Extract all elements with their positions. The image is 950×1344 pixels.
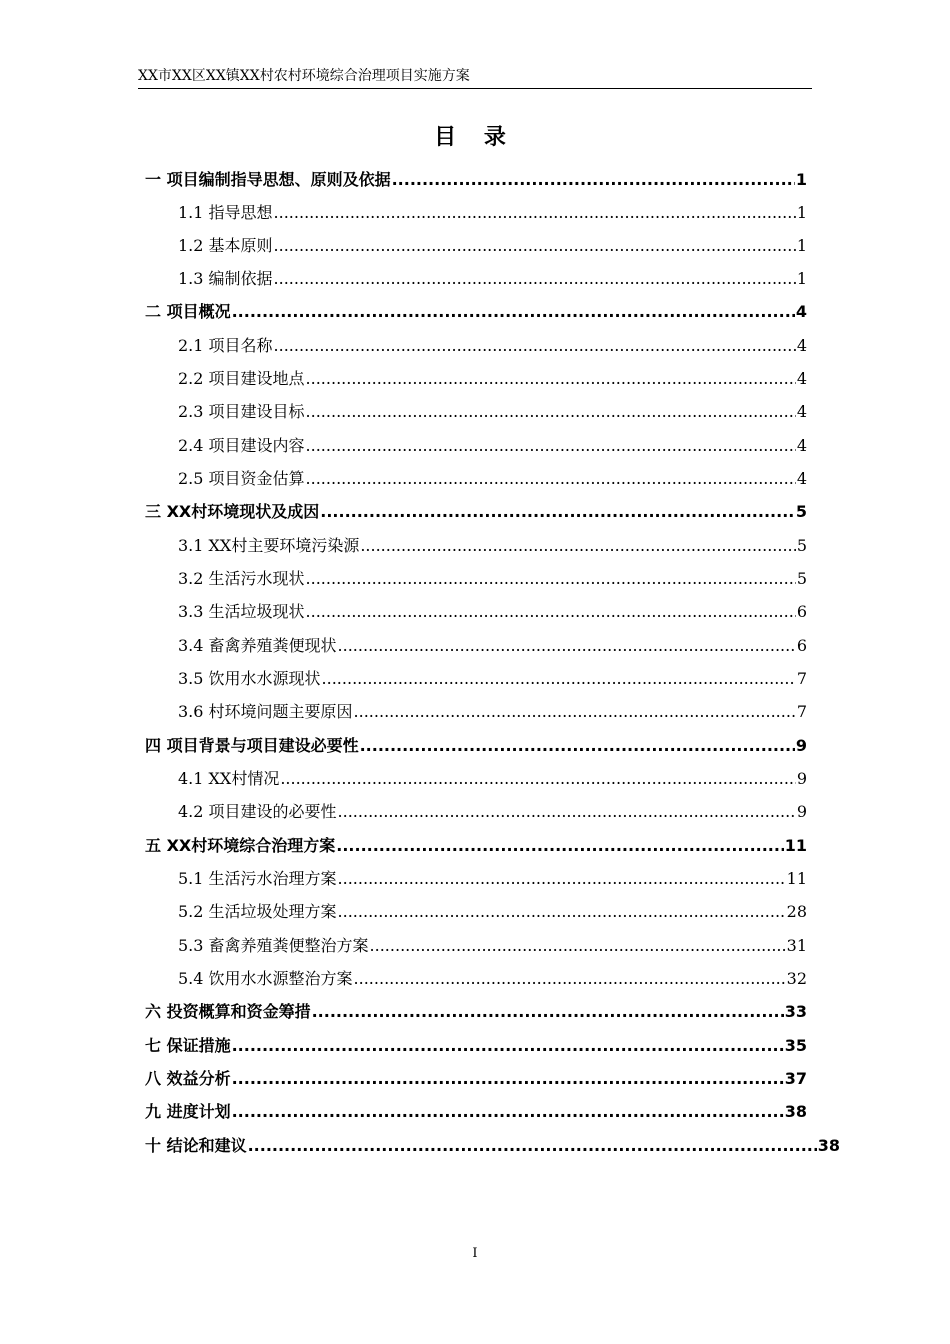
toc-entry-label: 四 项目背景与项目建设必要性: [145, 736, 359, 755]
toc-leader-dots: [274, 268, 796, 290]
toc-leader-dots: [248, 1135, 817, 1157]
toc-entry-level2[interactable]: [178, 557, 807, 590]
toc-entry-page: 7: [796, 702, 807, 721]
toc-entry-page: 37: [784, 1069, 807, 1088]
toc-entry-label: 八 效益分析: [145, 1069, 231, 1088]
toc-entry-page: 7: [796, 669, 807, 688]
toc-leader-dots: [306, 401, 796, 423]
toc-entry-page: 38: [784, 1102, 807, 1121]
toc-leader-dots: [338, 901, 786, 923]
toc-entry-level2[interactable]: [178, 424, 807, 457]
toc-entry-label: 1.1 指导思想: [178, 203, 273, 222]
toc-leader-dots: [338, 635, 796, 657]
toc-entry-level1[interactable]: [145, 290, 807, 323]
toc-entry-level1[interactable]: [145, 724, 807, 757]
toc-leader-dots: [360, 735, 795, 757]
toc-entry-page: 11: [784, 836, 807, 855]
toc-entry-page: 28: [786, 902, 807, 921]
toc-entry-level1[interactable]: [145, 158, 807, 191]
toc-entry-page: 9: [796, 802, 807, 821]
toc-entry-label: 十 结论和建议: [145, 1136, 247, 1155]
toc-entry-page: 5: [795, 502, 807, 521]
toc-leader-dots: [354, 701, 796, 723]
toc-leader-dots: [274, 202, 796, 224]
toc-entry-level2[interactable]: [178, 257, 807, 290]
toc-entry-label: 1.3 编制依据: [178, 269, 273, 288]
toc-entry-label: 3.2 生活污水现状: [178, 569, 305, 588]
toc-entry-label: 五 XX村环境综合治理方案: [145, 836, 336, 855]
toc-entry-page: 1: [795, 170, 807, 189]
toc-leader-dots: [274, 335, 796, 357]
toc-leader-dots: [336, 835, 783, 857]
toc-entry-page: 4: [796, 336, 807, 355]
toc-entry-page: 11: [786, 869, 807, 888]
toc-entry-label: 2.3 项目建设目标: [178, 402, 305, 421]
toc-entry-level2[interactable]: [178, 390, 807, 423]
toc-entry-label: 六 投资概算和资金筹措: [145, 1002, 311, 1021]
toc-entry-label: 3.1 XX村主要环境污染源: [178, 536, 360, 555]
toc-entry-page: 4: [795, 302, 807, 321]
toc-entry-level2[interactable]: [178, 357, 807, 390]
page-footer: [0, 1246, 950, 1261]
toc-entry-label: 二 项目概况: [145, 302, 231, 321]
toc-entry-level2[interactable]: [178, 857, 807, 890]
toc-entry-page: 4: [796, 436, 807, 455]
toc-entry-page: 5: [796, 569, 807, 588]
toc-entry-page: 38: [817, 1136, 840, 1155]
toc-leader-dots: [338, 801, 796, 823]
toc-entry-level1[interactable]: [145, 1090, 807, 1123]
toc-entry-level2[interactable]: [178, 191, 807, 224]
toc-entry-label: 5.1 生活污水治理方案: [178, 869, 337, 888]
footer-page-number: I: [472, 1246, 478, 1261]
toc-leader-dots: [320, 501, 795, 523]
toc-entry-level2[interactable]: [178, 590, 807, 623]
toc-entry-level2[interactable]: [178, 757, 807, 790]
toc-entry-label: 七 保证措施: [145, 1036, 231, 1055]
toc-leader-dots: [232, 301, 795, 323]
toc-entry-page: 6: [796, 636, 807, 655]
toc-entry-level1[interactable]: [145, 1057, 807, 1090]
toc-entry-level2[interactable]: [178, 624, 807, 657]
toc-entry-level2[interactable]: [178, 890, 807, 923]
toc-entry-label: 3.5 饮用水水源现状: [178, 669, 321, 688]
toc-leader-dots: [392, 169, 795, 191]
toc-leader-dots: [232, 1035, 784, 1057]
toc-leader-dots: [338, 868, 786, 890]
toc-leader-dots: [306, 468, 796, 490]
toc-leader-dots: [354, 968, 786, 990]
toc-entry-label: 九 进度计划: [145, 1102, 231, 1121]
toc-entry-level1[interactable]: [145, 1124, 840, 1157]
toc-entry-level2[interactable]: [178, 957, 807, 990]
toc-entry-page: 1: [796, 203, 807, 222]
toc-entry-page: 5: [796, 536, 807, 555]
toc-entry-label: 3.3 生活垃圾现状: [178, 602, 305, 621]
toc-entry-level2[interactable]: [178, 924, 807, 957]
toc-entry-page: 4: [796, 469, 807, 488]
toc-entry-page: 4: [796, 402, 807, 421]
toc-entry-level2[interactable]: [178, 324, 807, 357]
toc-leader-dots: [360, 535, 795, 557]
toc-entry-label: 5.3 畜禽养殖粪便整治方案: [178, 936, 369, 955]
toc-entry-page: 1: [796, 236, 807, 255]
toc-entry-label: 4.2 项目建设的必要性: [178, 802, 337, 821]
toc-entry-level2[interactable]: [178, 657, 807, 690]
toc-entry-label: 3.4 畜禽养殖粪便现状: [178, 636, 337, 655]
toc-entry-label: 5.2 生活垃圾处理方案: [178, 902, 337, 921]
running-header-text: XX市XX区XX镇XX村农村环境综合治理项目实施方案: [138, 68, 470, 84]
toc-entry-page: 4: [796, 369, 807, 388]
toc-entry-level2[interactable]: [178, 790, 807, 823]
toc-leader-dots: [322, 668, 796, 690]
toc-entry-level1[interactable]: [145, 1024, 807, 1057]
toc-entry-page: 1: [796, 269, 807, 288]
toc-entry-level1[interactable]: [145, 990, 807, 1023]
toc-entry-page: 9: [795, 736, 807, 755]
toc-entry-label: 2.4 项目建设内容: [178, 436, 305, 455]
toc-title: 目 录: [434, 125, 516, 150]
toc-entry-level2[interactable]: [178, 690, 807, 723]
toc-entry-label: 一 项目编制指导思想、原则及依据: [145, 170, 391, 189]
toc-leader-dots: [370, 935, 786, 957]
toc-entry-page: 9: [796, 769, 807, 788]
toc-entry-level2[interactable]: [178, 457, 807, 490]
toc-entry-level2[interactable]: [178, 524, 807, 557]
toc-leader-dots: [306, 568, 796, 590]
toc-entry-page: 33: [784, 1002, 807, 1021]
toc-entry-level2[interactable]: [178, 224, 807, 257]
toc-entry-label: 4.1 XX村情况: [178, 769, 280, 788]
toc-entry-page: 31: [786, 936, 807, 955]
toc-entry-label: 1.2 基本原则: [178, 236, 273, 255]
toc-entry-label: 2.2 项目建设地点: [178, 369, 305, 388]
toc-leader-dots: [312, 1001, 784, 1023]
toc-leader-dots: [232, 1101, 784, 1123]
toc-entry-label: 2.1 项目名称: [178, 336, 273, 355]
toc-leader-dots: [274, 235, 796, 257]
toc-entry-label: 2.5 项目资金估算: [178, 469, 305, 488]
toc-entry-page: 35: [784, 1036, 807, 1055]
toc-entry-page: 6: [796, 602, 807, 621]
toc-entry-level1[interactable]: [145, 490, 807, 523]
toc-leader-dots: [306, 368, 796, 390]
toc-leader-dots: [306, 601, 796, 623]
toc-entry-label: 三 XX村环境现状及成因: [145, 502, 320, 521]
toc-leader-dots: [232, 1068, 784, 1090]
toc-leader-dots: [280, 768, 795, 790]
toc-entry-label: 3.6 村环境问题主要原因: [178, 702, 353, 721]
toc-entry-label: 5.4 饮用水水源整治方案: [178, 969, 353, 988]
toc-leader-dots: [306, 435, 796, 457]
running-header: [138, 66, 812, 89]
toc-entry-level1[interactable]: [145, 824, 807, 857]
toc-entry-page: 32: [786, 969, 807, 988]
